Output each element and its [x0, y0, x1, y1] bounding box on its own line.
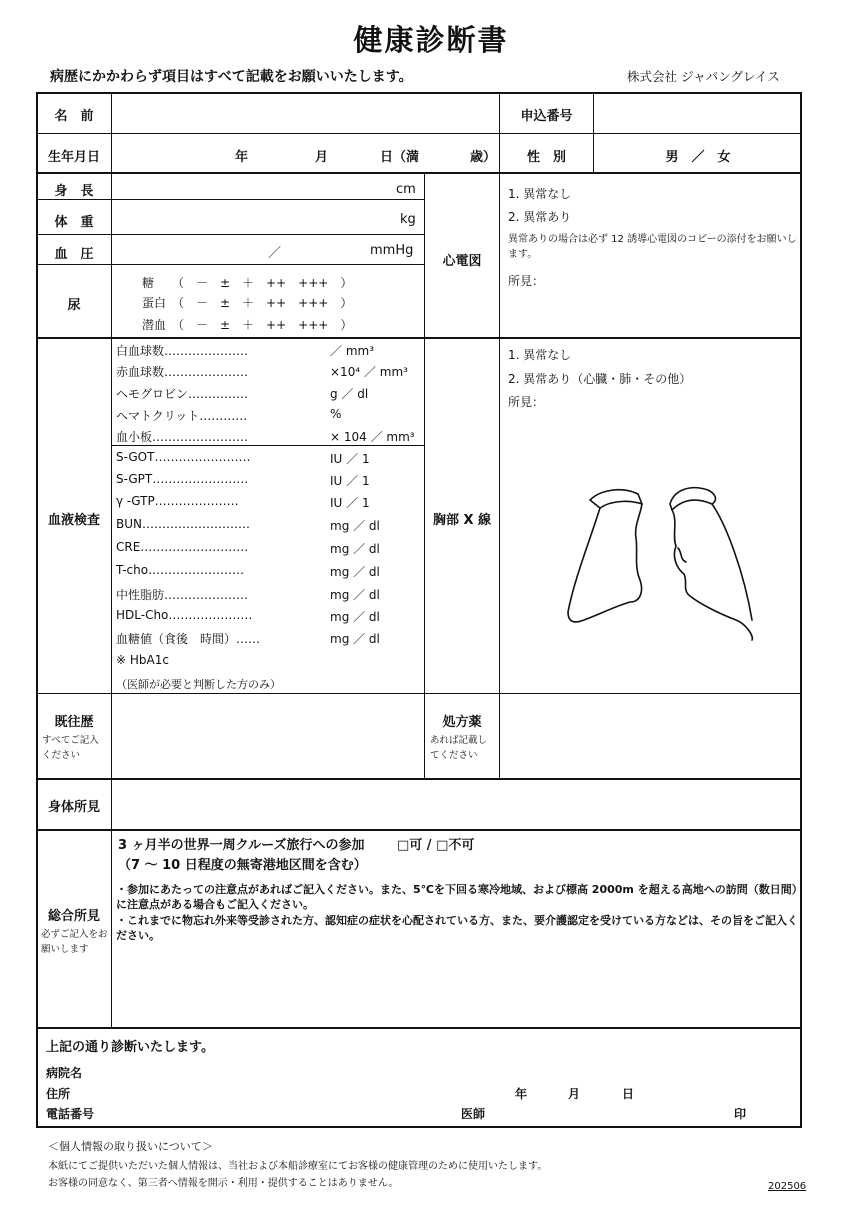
ecg-finding-label: 所見：	[508, 274, 545, 288]
hospital-name-label: 病院名	[46, 1066, 83, 1080]
weight-label: 体 重	[54, 215, 94, 230]
blood-item-name: ヘモグロビン……………	[116, 387, 249, 401]
prescription-note: あれば記載してください	[430, 735, 488, 761]
blood-item-unit: mg ／ dl	[330, 588, 380, 602]
privacy-line-2: お客様の同意なく、第三者へ情報を開示・利用・提供することはありません。	[48, 1178, 399, 1189]
ecg-option-abnormal[interactable]: 2. 異常あり	[508, 210, 572, 224]
physical-findings-label: 身体所見	[47, 800, 100, 815]
urine-sugar-scale[interactable]: （ － ± ＋ ++ +++ ）	[172, 276, 353, 290]
blood-item-name: 白血球数…………………	[116, 344, 249, 358]
overall-bullet-altitude: ・参加にあたっての注意点があればご記入ください。また、5℃を下回る寒冷地域、および標高 2000m を超える高地への訪問（数日間）に注意点がある場合もご記入ください。	[116, 883, 798, 911]
history-note: すべてご記入ください	[42, 735, 99, 761]
intro-text: 病歴にかかわらず項目はすべて記載をお願いいたします。	[50, 69, 413, 85]
blood-pressure-label: 血 圧	[54, 247, 94, 262]
blood-item-unit: mg ／ dl	[330, 519, 380, 533]
sex-label: 性 別	[526, 150, 566, 165]
ecg-note: 異常ありの場合は必ず 12 誘導心電図のコピーの添付をお願いします。	[508, 234, 797, 260]
blood-item-unit: mg ／ dl	[330, 542, 380, 556]
blood-item-unit: IU ／ 1	[330, 452, 370, 466]
phone-label: 電話番号	[46, 1107, 95, 1121]
overall-findings-label: 総合所見	[47, 909, 100, 924]
dob-label: 生年月日	[47, 150, 100, 165]
xray-option-normal[interactable]: 1. 異常なし	[508, 348, 572, 362]
height-label: 身 長	[54, 184, 94, 199]
blood-item-name: γ -GTP…………………	[116, 494, 239, 508]
sign-year: 年	[515, 1087, 528, 1101]
company-name: 株式会社 ジャパングレイス	[627, 69, 780, 84]
address-label: 住所	[46, 1087, 71, 1101]
ecg-option-normal[interactable]: 1. 異常なし	[508, 187, 572, 201]
blood-item-unit: × 104 ／ mm³	[330, 430, 415, 444]
urine-sugar-name: 糖	[142, 276, 155, 290]
cruise-question: 3 ヶ月半の世界一周クルーズ旅行への参加	[118, 838, 365, 853]
blood-item-name: CRE………………………	[116, 540, 249, 554]
blood-item-name: HDL-Cho…………………	[116, 608, 253, 622]
blood-item-name: 血糖値（食後 時間）……	[116, 632, 261, 646]
overall-findings-note: 必ずご記入をお願いします	[41, 929, 108, 955]
hba1c-note: （医師が必要と判断した方のみ）	[116, 678, 281, 691]
urine-protein-scale[interactable]: （ － ± ＋ ++ +++ ）	[172, 296, 353, 310]
cruise-options[interactable]: □可 / □不可	[397, 838, 475, 853]
ecg-label: 心電図	[442, 254, 482, 269]
physical-findings-field[interactable]	[113, 780, 800, 827]
dob-day: 日（満	[380, 150, 420, 165]
xray-option-abnormal[interactable]: 2. 異常あり（心臓・肺・その他）	[508, 372, 692, 386]
diagnosis-statement: 上記の通り診断いたします。	[46, 1040, 214, 1055]
blood-item-name: 血小板……………………	[116, 430, 249, 444]
urine-label: 尿	[67, 298, 81, 313]
dob-age: 歳）	[470, 150, 497, 165]
blood-item-name: S-GPT……………………	[116, 472, 249, 486]
blood-item-unit: ×10⁴ ／ mm³	[330, 365, 408, 379]
blood-item-unit: g ／ dl	[330, 387, 369, 401]
blood-item-unit: %	[330, 407, 342, 421]
blood-test-label: 血液検査	[47, 513, 100, 528]
name-field[interactable]	[113, 95, 497, 131]
name-label: 名 前	[54, 109, 94, 124]
sign-day: 日	[622, 1087, 635, 1101]
blood-item-unit: mg ／ dl	[330, 565, 380, 579]
sex-options[interactable]: 男 ／ 女	[665, 150, 731, 165]
prescription-label: 処方薬	[442, 715, 482, 730]
blood-pressure-unit: mmHg	[370, 243, 414, 258]
blood-item-unit: IU ／ 1	[330, 496, 370, 510]
form-code: 202506	[768, 1181, 807, 1192]
privacy-heading: ＜個人情報の取り扱いについて＞	[48, 1140, 213, 1153]
privacy-line-1: 本紙にてご提供いただいた個人情報は、当社および本船診療室にてお客様の健康管理のために使用いたします。	[48, 1161, 548, 1172]
cruise-subnote: （7 ～ 10 日程度の無寄港地区間を含む）	[118, 858, 367, 873]
blood-item-unit: IU ／ 1	[330, 474, 370, 488]
blood-pressure-separator: ／	[268, 246, 282, 261]
blood-item-name: ヘマトクリット…………	[116, 409, 248, 423]
history-label: 既往歴	[54, 715, 94, 730]
blood-item-name: T-cho……………………	[116, 563, 245, 577]
urine-blood-scale[interactable]: （ － ± ＋ ++ +++ ）	[172, 318, 353, 332]
history-field[interactable]	[113, 695, 422, 777]
urine-protein-name: 蛋白	[142, 296, 167, 310]
weight-unit: kg	[400, 212, 416, 227]
blood-item-name: 中性脂肪…………………	[116, 588, 249, 602]
blood-item-name: S-GOT……………………	[116, 450, 251, 464]
blood-item-name: 赤血球数…………………	[116, 365, 249, 379]
prescription-field[interactable]	[501, 695, 800, 777]
page-title: 健康診断書	[353, 23, 509, 57]
chest-xray-label: 胸部 X 線	[432, 513, 492, 528]
dob-month: 月	[315, 150, 329, 165]
doctor-label: 医師	[461, 1107, 486, 1121]
blood-item-unit: mg ／ dl	[330, 610, 380, 624]
lungs-diagram-icon	[560, 480, 770, 650]
overall-findings-field[interactable]	[113, 950, 800, 1025]
blood-item-unit: mg ／ dl	[330, 632, 380, 646]
hba1c-label: ※ HbA1c	[116, 653, 169, 667]
height-unit: cm	[396, 182, 416, 197]
xray-finding-label: 所見：	[508, 395, 545, 409]
dob-year: 年	[235, 150, 249, 165]
application-number-field[interactable]	[595, 95, 800, 131]
blood-item-unit: ／ mm³	[330, 344, 375, 358]
blood-item-name: BUN………………………	[116, 517, 250, 531]
overall-bullet-dementia: ・これまでに物忘れ外来等受診された方、認知症の症状を心配されている方、また、要介護認定を受けている方などは、その旨をご記入ください。	[116, 914, 798, 942]
sign-month: 月	[568, 1087, 581, 1101]
seal-label: 印	[734, 1107, 747, 1121]
application-number-label: 申込番号	[520, 109, 573, 124]
urine-blood-name: 潜血	[142, 318, 167, 332]
